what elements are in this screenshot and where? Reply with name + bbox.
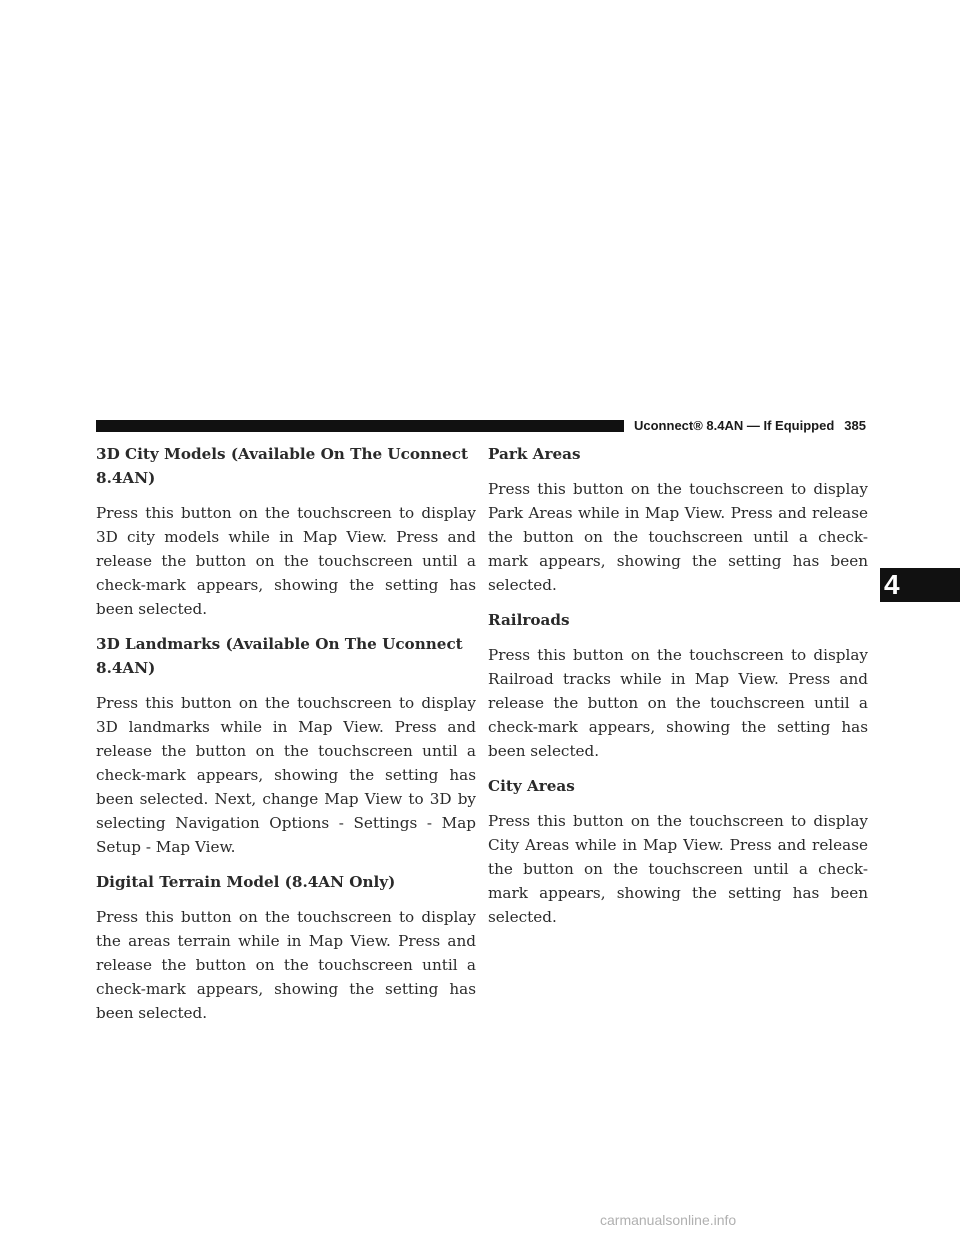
header-title: Uconnect® 8.4AN — If Equipped xyxy=(634,418,835,433)
section-body-city-areas: Press this button on the touchscreen to display City Areas while in Map View. Press and release the button on the touchscreen until a check-mark appears, showing the setting has been selected. xyxy=(488,812,868,926)
section-body-3d-city-models: Press this button on the touchscreen to display 3D city models while in Map View. Press and release the button on the touchscreen until a check-mark appears, showing the setting has been selected. xyxy=(96,504,476,618)
chapter-tab: 4 xyxy=(880,568,960,602)
section-heading-3d-city-models: 3D City Models (Available On The Uconnect 8.4AN) xyxy=(96,445,469,487)
page-number: 385 xyxy=(844,418,866,433)
running-header xyxy=(634,418,866,433)
section-heading-park-areas: Park Areas xyxy=(488,445,581,463)
section-body-3d-landmarks: Press this button on the touchscreen to display 3D landmarks while in Map View. Press and release the button on the touchscreen until a check-mark appears, showing the setting has been selected. Next, change Map View to 3D by selecting Navigation Options - Settings - Map Setup - Map View. xyxy=(96,694,476,856)
right-column xyxy=(488,442,868,940)
left-column xyxy=(96,442,476,1036)
header-rule xyxy=(96,420,624,432)
section-body-digital-terrain-model: Press this button on the touchscreen to display the areas terrain while in Map View. Press and release the button on the touchscreen until a check-mark appears, showing the setting has been selected. xyxy=(96,908,476,1022)
section-heading-3d-landmarks: 3D Landmarks (Available On The Uconnect 8.4AN) xyxy=(96,635,463,677)
section-heading-railroads: Railroads xyxy=(488,611,570,629)
section-body-railroads: Press this button on the touchscreen to display Railroad tracks while in Map View. Press and release the button on the touchscreen until a check-mark appears, showing the setting has been selected. xyxy=(488,646,868,760)
watermark: carmanualsonline.info xyxy=(600,1212,737,1228)
section-body-park-areas: Press this button on the touchscreen to display Park Areas while in Map View. Press and release the button on the touchscreen until a check-mark appears, showing the setting has been selected. xyxy=(488,480,868,594)
section-heading-digital-terrain-model: Digital Terrain Model (8.4AN Only) xyxy=(96,873,396,891)
section-heading-city-areas: City Areas xyxy=(488,777,575,795)
